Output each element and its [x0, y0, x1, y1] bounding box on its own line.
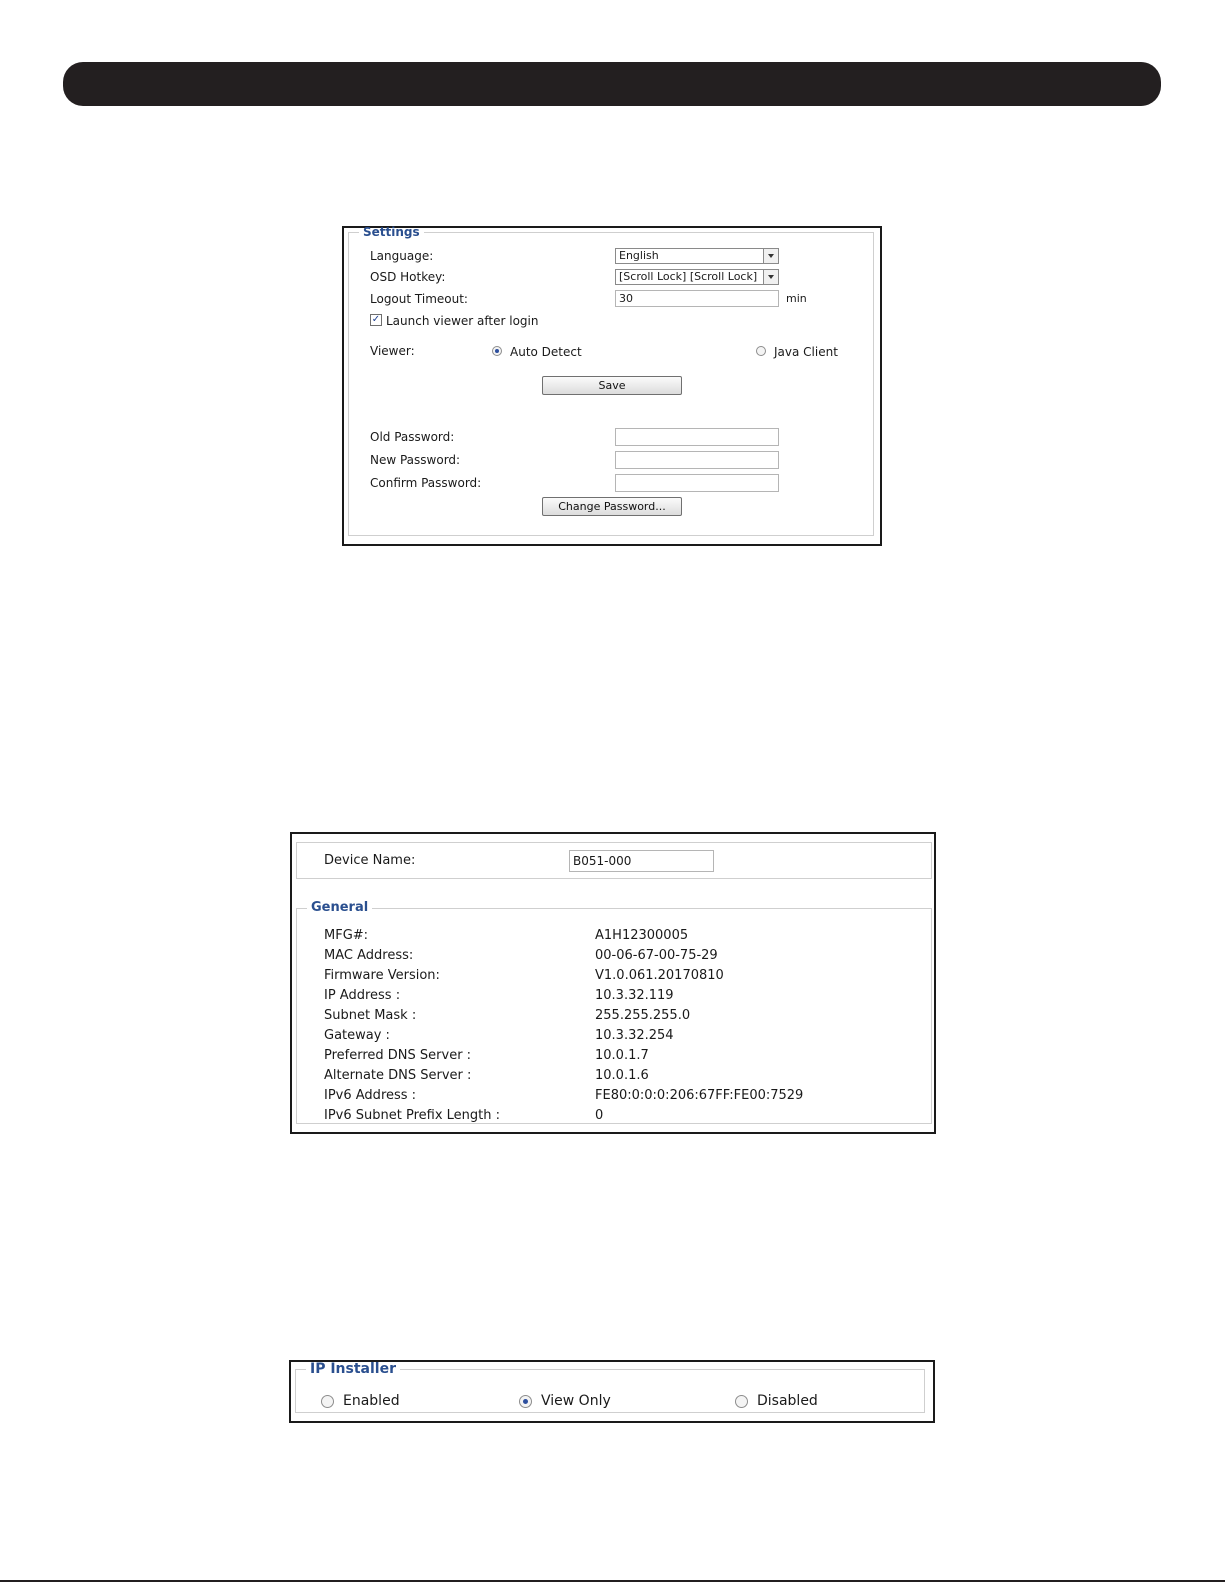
device-info-screenshot	[290, 832, 936, 1134]
osd-hotkey-select-value: [Scroll Lock] [Scroll Lock]	[619, 270, 758, 283]
info-row-value: V1.0.061.20170810	[595, 968, 724, 983]
settings-legend: Settings	[363, 225, 420, 239]
launch-viewer-label: Launch viewer after login	[386, 314, 539, 328]
viewer-auto-detect-label: Auto Detect	[510, 345, 582, 359]
logout-timeout-unit: min	[786, 292, 807, 305]
info-row-label: IP Address :	[324, 988, 401, 1003]
language-select[interactable]	[615, 248, 779, 264]
launch-viewer-checkbox[interactable]: ✓	[371, 314, 381, 325]
info-row-label: MFG#:	[324, 928, 369, 943]
info-row-value: 255.255.255.0	[595, 1008, 691, 1023]
logout-timeout-input[interactable]	[615, 290, 779, 307]
footer-rule	[0, 1580, 1225, 1582]
info-row-label: Alternate DNS Server :	[324, 1068, 472, 1083]
confirm-password-input[interactable]	[615, 474, 779, 492]
ip-installer-enabled-label: Enabled	[343, 1393, 400, 1409]
logout-timeout-value: 30	[619, 292, 633, 305]
osd-hotkey-label: OSD Hotkey:	[370, 270, 446, 284]
ip-installer-legend: IP Installer	[310, 1361, 396, 1377]
device-name-input[interactable]	[569, 850, 714, 872]
info-row-value: 00-06-67-00-75-29	[595, 948, 718, 963]
info-row-label: Firmware Version:	[324, 968, 440, 983]
language-label: Language:	[370, 249, 434, 263]
language-select-value: English	[619, 249, 659, 262]
info-row-value: A1H12300005	[595, 928, 689, 943]
info-row-label: Subnet Mask :	[324, 1008, 417, 1023]
chevron-down-icon[interactable]	[763, 270, 778, 284]
header-bar	[63, 62, 1161, 106]
viewer-auto-detect-radio[interactable]	[492, 346, 502, 356]
info-row-label: IPv6 Subnet Prefix Length :	[324, 1108, 501, 1123]
old-password-input[interactable]	[615, 428, 779, 446]
ip-installer-view-only-label: View Only	[541, 1393, 611, 1409]
save-button[interactable]: Save	[542, 376, 682, 395]
info-row-label: IPv6 Address :	[324, 1088, 417, 1103]
old-password-label: Old Password:	[370, 430, 455, 444]
info-row-label: MAC Address:	[324, 948, 414, 963]
info-row-label: Gateway :	[324, 1028, 390, 1043]
info-row-value: FE80:0:0:0:206:67FF:FE00:7529	[595, 1088, 804, 1103]
osd-hotkey-select[interactable]	[615, 269, 779, 285]
device-name-label: Device Name:	[324, 853, 416, 868]
confirm-password-label: Confirm Password:	[370, 476, 482, 490]
info-row-label: Preferred DNS Server :	[324, 1048, 472, 1063]
viewer-label: Viewer:	[370, 344, 415, 358]
info-row-value: 10.3.32.119	[595, 988, 674, 1003]
viewer-java-client-label: Java Client	[774, 345, 838, 359]
info-row-value: 10.3.32.254	[595, 1028, 674, 1043]
info-row-value: 0	[595, 1108, 604, 1123]
chevron-down-icon[interactable]	[763, 249, 778, 263]
ip-installer-enabled-radio[interactable]	[321, 1395, 334, 1408]
info-row-value: 10.0.1.7	[595, 1048, 649, 1063]
new-password-input[interactable]	[615, 451, 779, 469]
new-password-label: New Password:	[370, 453, 461, 467]
settings-screenshot	[342, 226, 882, 546]
general-legend: General	[311, 900, 369, 915]
ip-installer-view-only-radio[interactable]	[519, 1395, 532, 1408]
info-row-value: 10.0.1.6	[595, 1068, 649, 1083]
ip-installer-screenshot	[289, 1360, 935, 1423]
logout-timeout-label: Logout Timeout:	[370, 292, 468, 306]
viewer-java-client-radio[interactable]	[756, 346, 766, 356]
change-password-button[interactable]: Change Password...	[542, 497, 682, 516]
device-name-value: B051-000	[573, 854, 632, 868]
ip-installer-disabled-radio[interactable]	[735, 1395, 748, 1408]
ip-installer-disabled-label: Disabled	[757, 1393, 818, 1409]
